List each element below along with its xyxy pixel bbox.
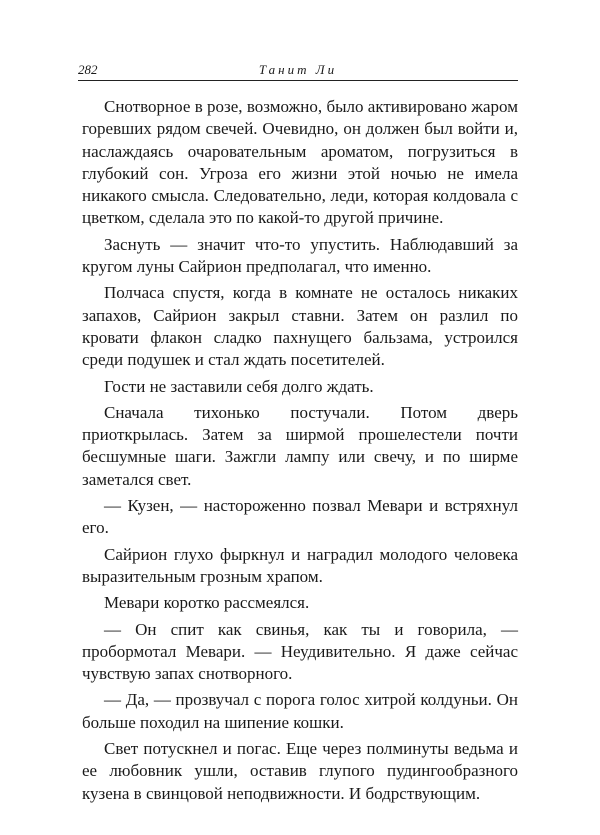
paragraph: — Кузен, — настороженно позвал Мевари и встряхнул его.: [82, 496, 518, 538]
paragraph: Свет потускнел и погас. Еще через полминуты ведьма и ее любовник ушли, оставив глупого пудингообразного кузена в свинцовой неподвижности. И бодрствующим.: [82, 739, 518, 803]
body-text: [82, 96, 518, 809]
paragraph: Заснуть — значит что-то упустить. Наблюдавший за кругом луны Сайрион предполагал, что именно.: [82, 234, 518, 277]
paragraph: — Он спит как свинья, как ты и говорила, — пробормотал Мевари. — Неудивительно. Я даже сейчас чувствую запах снотворного.: [82, 619, 518, 684]
paragraph: Сначала тихонько постучали. Потом дверь приоткрылась. Затем за ширмой прошелестели почти бесшумные шаги. Зажгли лампу или свечу, и по ширме заметался свет.: [82, 402, 518, 489]
paragraph: Снотворное в розе, возможно, было активировано жаром горевших рядом свечей. Очевидно, он должен был войти и, наслаждаясь очаровательным ароматом, погрузиться в глубокий сон. Угроза его жизни этой ночью не имела никакого смысла. Следовательно, леди, которая колдовала с цветком, сделала это по какой-то другой причине.: [82, 97, 518, 228]
running-header: [78, 60, 518, 80]
paragraph: Гости не заставили себя долго ждать.: [104, 376, 374, 396]
running-title: Танит Ли: [258, 62, 338, 77]
paragraph: — Да, — прозвучал с порога голос хитрой колдуньи. Он больше походил на шипение кошки.: [82, 690, 518, 732]
paragraph: Полчаса спустя, когда в комнате не осталось никаких запахов, Сайрион закрыл ставни. Затем он разлил по кровати флакон сладко пахнущего бальзама, устроился среди подушек и стал ждать посетителей.: [82, 283, 518, 370]
header-rule: [78, 80, 518, 81]
page-number: 282: [78, 62, 98, 77]
paragraph: Сайрион глухо фыркнул и наградил молодого человека выразительным грозным храпом.: [82, 544, 518, 586]
paragraph: Мевари коротко рассмеялся.: [104, 593, 310, 613]
